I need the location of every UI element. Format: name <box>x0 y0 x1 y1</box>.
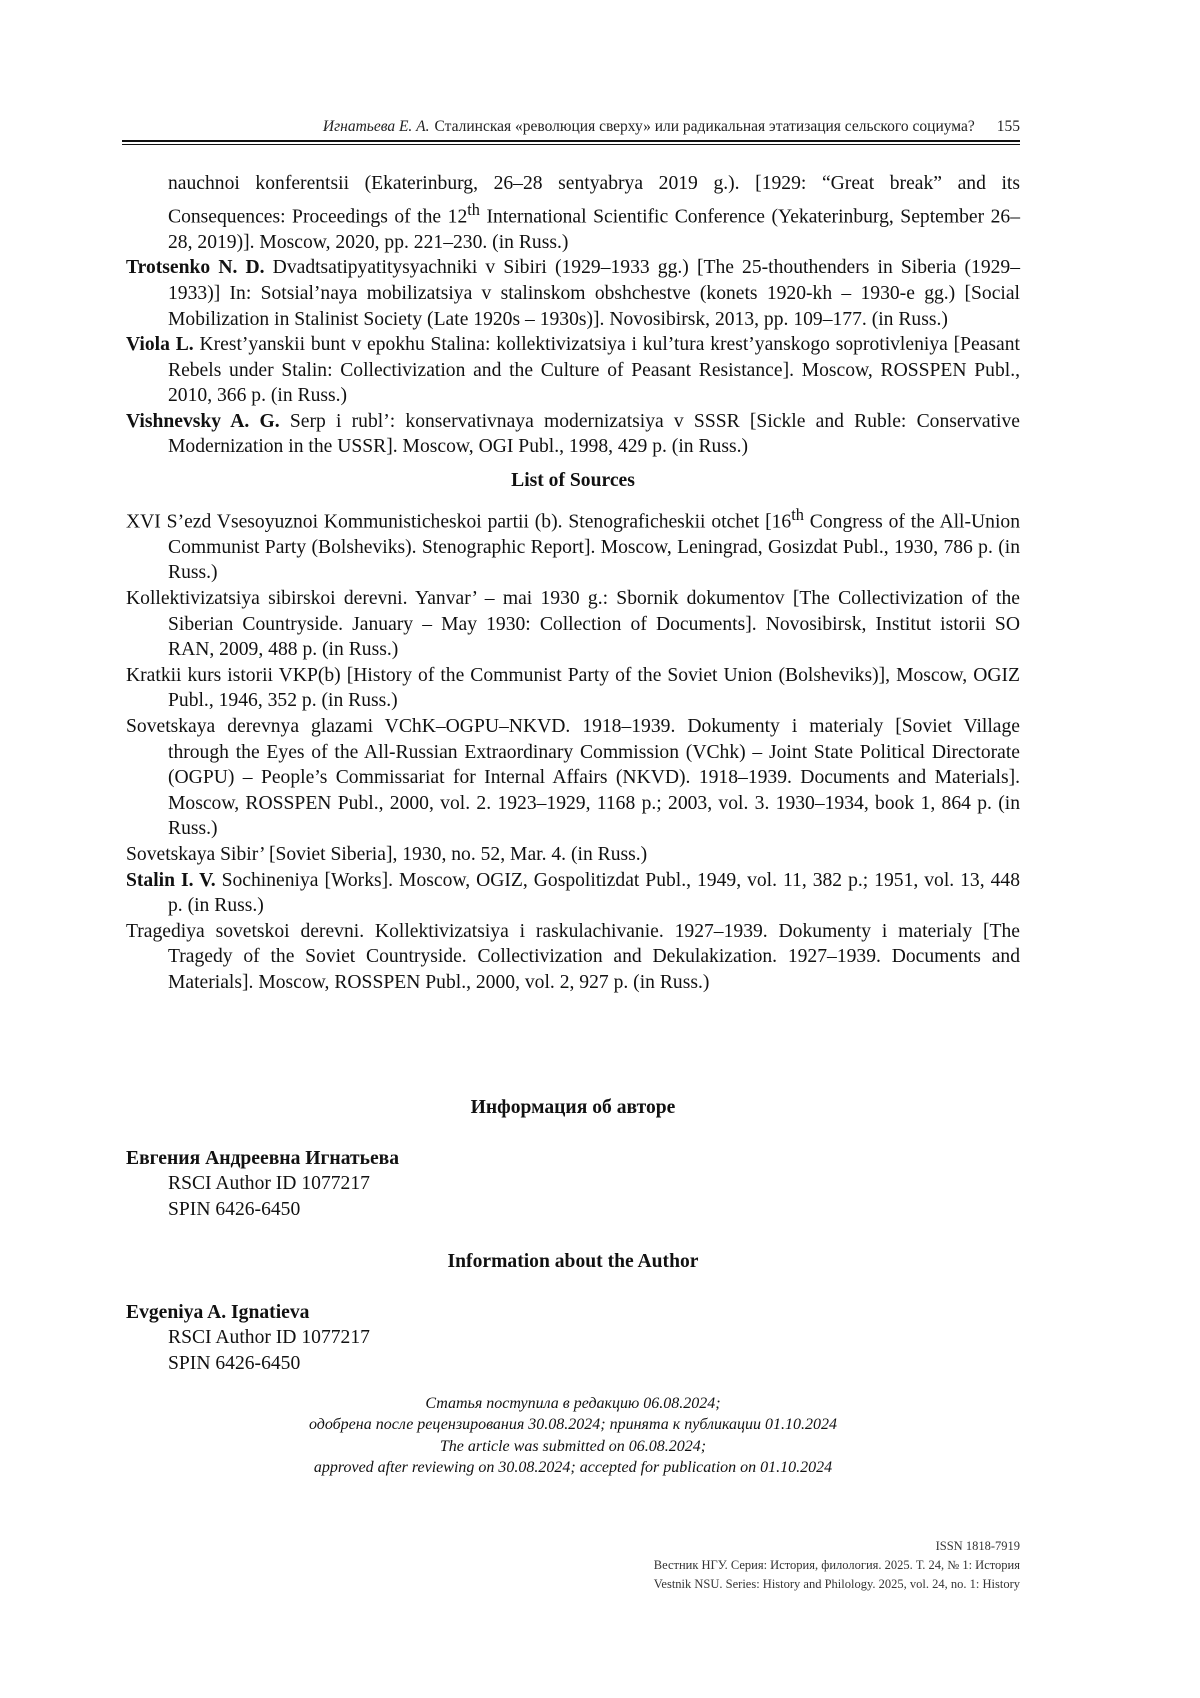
reference-continued <box>126 171 1020 255</box>
author-name-en: Evgeniya A. Ignatieva <box>126 1301 310 1323</box>
source-text: Sovetskaya Sibir’ [Soviet Siberia], 1930, no. 52, Mar. 4. (in Russ.) <box>126 843 648 865</box>
references-body <box>126 171 1020 995</box>
source-text: Kratkii kurs istorii VKP(b) [History of the Communist Party of the Soviet Union (Bolsheviks)], Moscow, OGIZ Publ., 1946, 352 p. (in Russ.) <box>126 664 1020 712</box>
source-item <box>126 868 1020 919</box>
running-head <box>122 118 1020 136</box>
source-item <box>126 842 1020 868</box>
author-info-ru-heading: Информация об авторе <box>470 1097 676 1118</box>
reference-text-after: International Scientific Conference (Yekaterinburg, September 26–28, 2019)]. Moscow, 2020, pp. 221–230. (in Russ.) <box>168 206 1021 253</box>
source-item <box>126 714 1020 842</box>
running-head-author: Игнатьева Е. А. <box>322 118 430 135</box>
author-spin-ru: SPIN 6426-6450 <box>168 1198 301 1220</box>
source-author: Stalin I. V. <box>126 869 216 891</box>
reference-item <box>126 332 1020 409</box>
source-item <box>126 663 1020 714</box>
source-text: Sovetskaya derevnya glazami VChK–OGPU–NKVD. 1918–1939. Dokumenty i materialy [Soviet Village through the Eyes of the All-Russian Extraordinary Commission (VChk) – Joint State Political Directorate (OGPU) – People’s Commissariat for Internal Affairs (NKVD). 1918–1939. Documents and Materials]. Moscow, ROSSPEN Publ., 2000, vol. 2. 1923–1929, 1168 p.; 2003, vol. 3. 1930–1934, book 1, 864 p. (in Russ.) <box>126 715 1020 840</box>
author-info-ru <box>126 1095 1020 1222</box>
source-item <box>126 502 1020 586</box>
reference-text: Serp i rubl’: konservativnaya modernizatsiya v SSSR [Sickle and Ruble: Conservative Modernization in the USSR]. Moscow, OGI Publ., 1998, 429 p. (in Russ.) <box>168 410 1020 458</box>
article-dates <box>126 1393 1020 1479</box>
author-rsci-ru: RSCI Author ID 1077217 <box>168 1173 370 1194</box>
sources-title: List of Sources <box>511 470 635 492</box>
source-text-after: Congress of the All-Union Communist Party (Bolsheviks). Stenographic Report]. Moscow, Leningrad, Gosizdat Publ., 1930, 786 p. (in Russ.) <box>168 511 1021 584</box>
source-sup: th <box>791 504 804 524</box>
reference-author: Vishnevsky A. G. <box>126 410 280 432</box>
source-text: Tragediya sovetskoi derevni. Kollektivizatsiya i raskulachivanie. 1927–1939. Dokumenty i materialy [The Tragedy of the Soviet Countryside. Collectivization and Dekulakization. 1927–1939. Documents and Materials]. Moscow, ROSSPEN Publ., 2000, vol. 2, 927 p. (in Russ.) <box>126 920 1020 993</box>
reference-item <box>126 255 1020 332</box>
page-number: 155 <box>996 118 1020 135</box>
dates-line: The article was submitted on 06.08.2024; <box>439 1437 707 1455</box>
author-rsci-en: RSCI Author ID 1077217 <box>168 1327 370 1348</box>
running-head-title: Сталинская «революция сверху» или радикальная этатизация сельского социума? <box>434 118 975 135</box>
reference-item <box>126 409 1020 460</box>
source-text: Sochineniya [Works]. Moscow, OGIZ, Gospolitizdat Publ., 1949, vol. 11, 382 p.; 1951, vol. 13, 448 p. (in Russ.) <box>168 869 1020 917</box>
reference-author: Trotsenko N. D. <box>126 257 265 279</box>
source-text: Kollektivizatsiya sibirskoi derevni. Yanvar’ – mai 1930 g.: Sbornik dokumentov [The Collectivization of the Siberian Countryside. January – May 1930: Collection of Documents]. Novosibirsk, Institut istorii SO RAN, 2009, 488 p. (in Russ.) <box>126 587 1020 661</box>
reference-sup: th <box>467 199 480 219</box>
author-name-ru: Евгения Андреевна Игнатьева <box>126 1147 400 1169</box>
dates-line: approved after reviewing on 30.08.2024; accepted for publication on 01.10.2024 <box>313 1459 833 1477</box>
author-info-en-heading: Information about the Author <box>447 1251 699 1272</box>
source-item <box>126 586 1020 663</box>
header-rule-thick <box>122 140 1020 142</box>
reference-text: nauchnoi konferentsii (Ekaterinburg, 26–28 sentyabrya 2019 g.). [1929: “Great break” and its Consequences: Proceedings of the 12 <box>168 173 1020 228</box>
author-spin-en: SPIN 6426-6450 <box>168 1352 301 1374</box>
reference-author: Viola L. <box>126 334 194 356</box>
author-info-en <box>126 1249 1020 1376</box>
footer-journal-en: Vestnik NSU. Series: History and Philology. 2025, vol. 24, no. 1: History <box>653 1577 1020 1591</box>
source-item <box>126 919 1020 996</box>
dates-line: Статья поступила в редакцию 06.08.2024; <box>425 1395 721 1412</box>
journal-footer <box>654 1537 1020 1594</box>
reference-text: Krest’yanskii bunt v epokhu Stalina: kollektivizatsiya i kul’tura krest’yanskogo soprotivleniya [Peasant Rebels under Stalin: Collectivization and the Culture of Peasant Resistance]. Moscow, ROSSPEN Publ., 2010, 366 p. (in Russ.) <box>168 334 1020 407</box>
footer-issn: ISSN 1818-7919 <box>935 1539 1020 1553</box>
dates-line: одобрена после рецензирования 30.08.2024; принята к публикации 01.10.2024 <box>308 1416 838 1434</box>
reference-text: Dvadtsatipyatitysyachniki v Sibiri (1929–1933 gg.) [The 25-thouthenders in Siberia (1929–1933)] In: Sotsial’naya mobilizatsiya v stalinskom obshchestve (konets 1920-kh – 1930-e gg.) [Social Mobilization in Stalinist Society (Late 1920s – 1930s)]. Novosibirsk, 2013, pp. 109–177. (in Russ.) <box>168 257 1021 330</box>
footer-journal-ru: Вестник НГУ. Серия: История, филология. 2025. Т. 24, № 1: История <box>653 1558 1020 1572</box>
header-rule-thin <box>122 144 1020 145</box>
source-text: XVI S’ezd Vsesoyuznoi Kommunisticheskoi partii (b). Stenograficheskii otchet [16 <box>126 511 792 533</box>
